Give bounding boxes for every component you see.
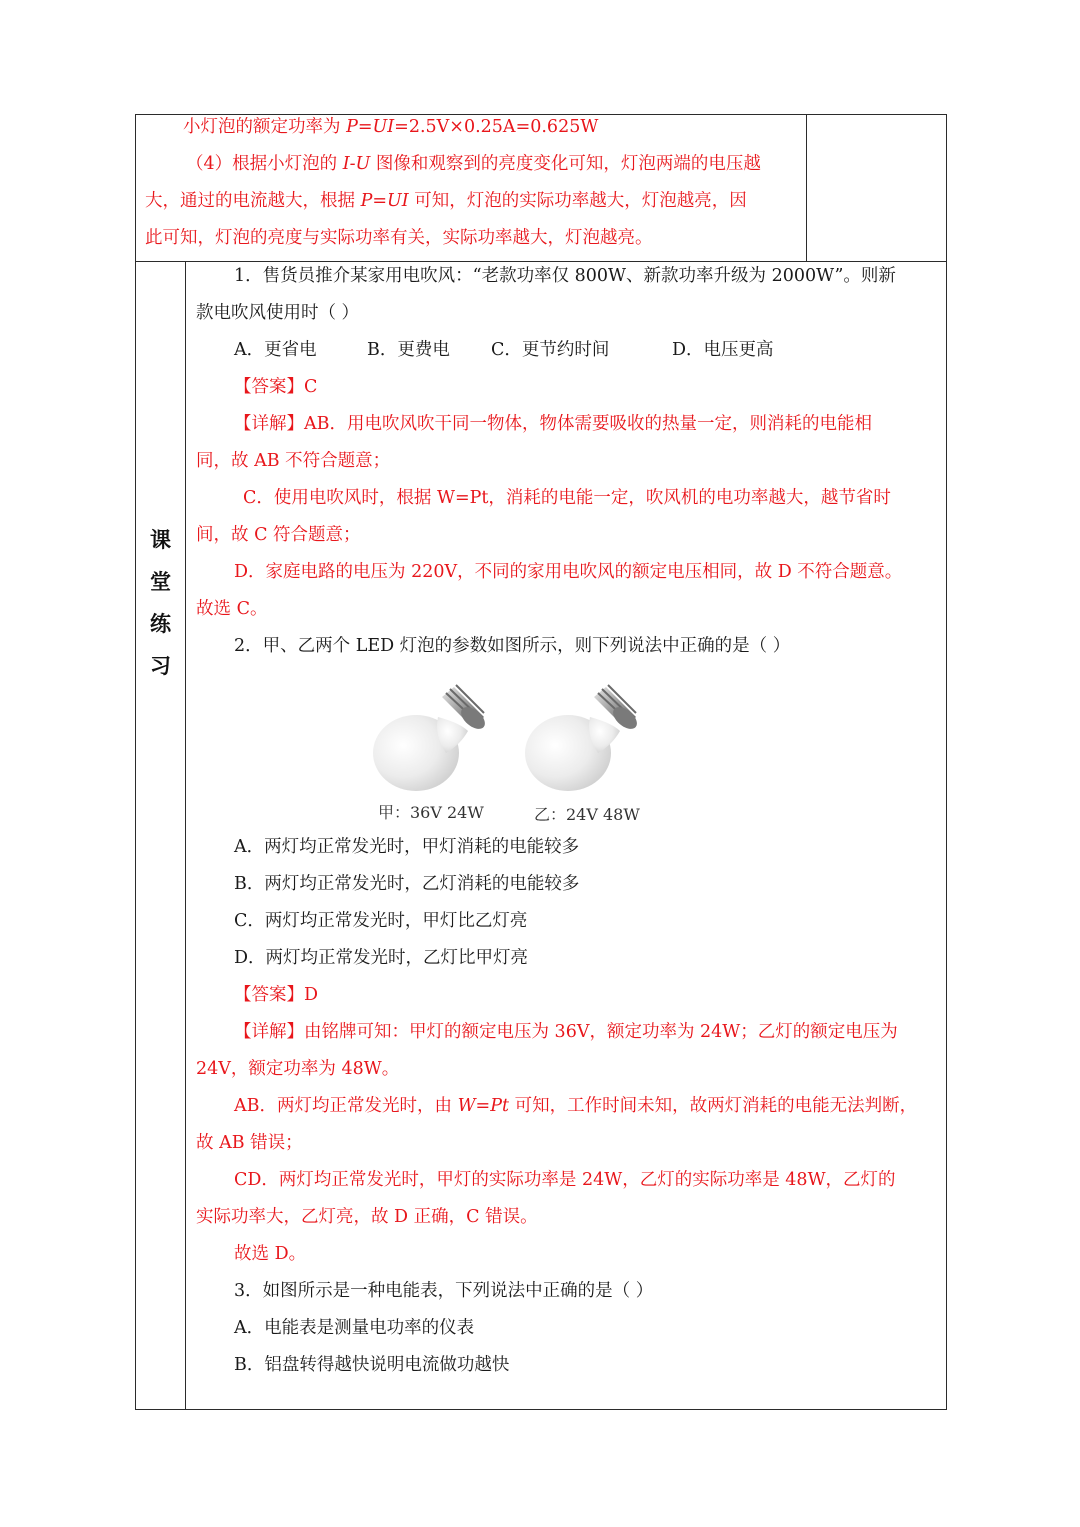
q1-detail-line: 【详解】AB．用电吹风吹干同一物体，物体需要吸收的热量一定，则消耗的电能相: [234, 414, 872, 434]
prev-line-3: [145, 183, 747, 220]
q1-detail-line: 同，故 AB 不符合题意；: [196, 451, 391, 471]
formula: I-U: [342, 154, 371, 174]
text: 可知，工作时间未知，故两灯消耗的电能无法判断，: [509, 1096, 918, 1116]
q3-option-b: B．铝盘转得越快说明电流做功越快: [234, 1355, 510, 1375]
q1-option-d: D．电压更高: [672, 340, 774, 360]
led-bulbs-figure: [360, 675, 680, 795]
bulb-caption-yi: 乙：24V 48W: [534, 805, 640, 824]
q1-option-a: A．更省电: [234, 340, 317, 360]
section-label-char: 练: [150, 612, 171, 636]
bulb-icon: [525, 685, 641, 791]
q2-stem: 2．甲、乙两个 LED 灯泡的参数如图所示，则下列说法中正确的是（ ）: [234, 636, 791, 656]
text: 小灯泡的额定功率为: [183, 117, 347, 137]
q2-detail-line: 故 AB 错误；: [196, 1133, 303, 1153]
text: 图像和观察到的亮度变化可知，灯泡两端的电压越: [370, 154, 761, 174]
q2-detail-line: 故选 D。: [234, 1244, 307, 1264]
q2-option-d: D．两灯均正常发光时，乙灯比甲灯亮: [234, 948, 529, 968]
top-row-right-divider: [806, 114, 807, 262]
formula: P=UI: [346, 117, 395, 137]
q1-detail-line: 间，故 C 符合题意；: [196, 525, 361, 545]
formula: W=Pt: [457, 1096, 510, 1116]
prev-line-2: [186, 146, 761, 183]
formula: P=UI: [360, 191, 409, 211]
q1-option-b: B．更费电: [367, 340, 450, 360]
table-right-border: [946, 114, 947, 1410]
q3-option-a: A．电能表是测量电功率的仪表: [234, 1318, 475, 1338]
table-left-border: [135, 114, 136, 1410]
text: 大，通过的电流越大，根据: [145, 191, 361, 211]
table-bottom-border: [135, 1409, 947, 1410]
bulb-caption-jia: 甲：36V 24W: [378, 803, 484, 822]
q2-detail-line: CD．两灯均正常发光时，甲灯的实际功率是 24W，乙灯的实际功率是 48W，乙灯的: [234, 1170, 896, 1190]
prev-line-4: 此可知，灯泡的亮度与实际功率有关，实际功率越大，灯泡越亮。: [145, 228, 653, 248]
section-label-char: 习: [150, 654, 171, 678]
q1-detail-line: 故选 C。: [196, 599, 268, 619]
text: =2.5V×0.25A=0.625W: [394, 117, 599, 137]
q1-answer: 【答案】C: [234, 377, 318, 397]
q2-detail-line: 实际功率大，乙灯亮，故 D 正确，C 错误。: [196, 1207, 538, 1227]
q1-option-c: C．更节约时间: [491, 340, 610, 360]
q2-detail-line: [234, 1088, 917, 1125]
text: （4）根据小灯泡的: [186, 154, 343, 174]
section-label-char: 堂: [150, 570, 171, 594]
q1-stem-line-2: 款电吹风使用时（ ）: [196, 303, 360, 323]
q3-stem: 3．如图所示是一种电能表，下列说法中正确的是（ ）: [234, 1281, 654, 1301]
section-label-char: 课: [150, 528, 171, 552]
bulb-icon: [373, 685, 489, 791]
q1-detail-line: D．家庭电路的电压为 220V，不同的家用电吹风的额定电压相同，故 D 不符合题意。: [234, 562, 903, 582]
label-column-divider: [185, 261, 186, 1410]
q2-option-c: C．两灯均正常发光时，甲灯比乙灯亮: [234, 911, 528, 931]
prev-line-1: [183, 109, 598, 146]
q1-stem-line-1: 1．售货员推介某家用电吹风：“老款功率仅 800W、新款功率升级为 2000W”。则新: [234, 266, 896, 286]
q1-detail-line: C．使用电吹风时，根据 W=Pt，消耗的电能一定，吹风机的电功率越大，越节省时: [243, 488, 891, 508]
text: 可知，灯泡的实际功率越大，灯泡越亮，因: [408, 191, 747, 211]
q2-detail-line: 24V，额定功率为 48W。: [196, 1059, 400, 1079]
q2-detail-line: 【详解】由铭牌可知：甲灯的额定电压为 36V，额定功率为 24W；乙灯的额定电压为: [234, 1022, 898, 1042]
q2-option-b: B．两灯均正常发光时，乙灯消耗的电能较多: [234, 874, 580, 894]
text: AB．两灯均正常发光时，由: [234, 1096, 458, 1116]
q2-answer: 【答案】D: [234, 985, 319, 1005]
q2-option-a: A．两灯均正常发光时，甲灯消耗的电能较多: [234, 837, 580, 857]
